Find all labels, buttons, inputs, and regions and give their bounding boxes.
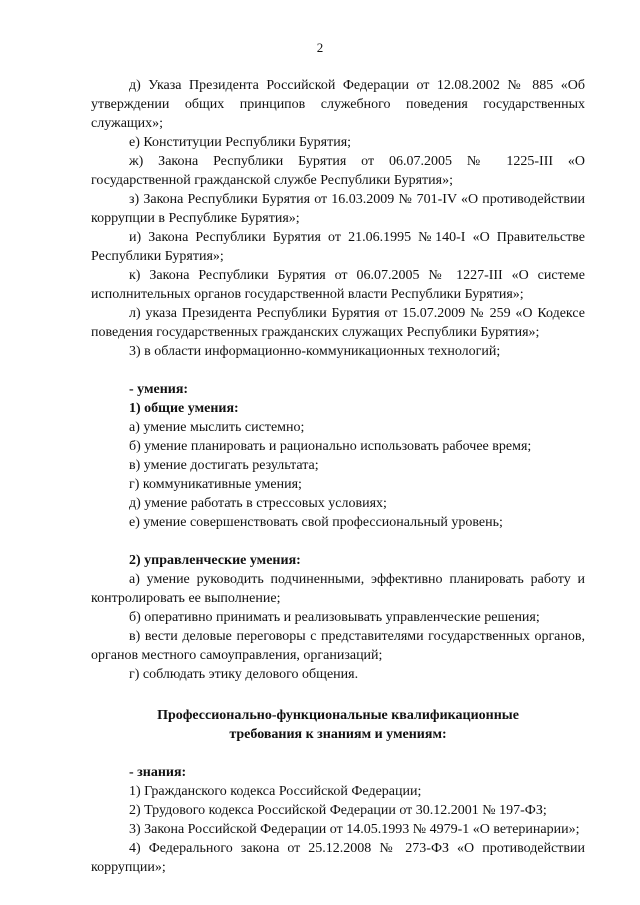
spacer <box>91 744 585 763</box>
knowledge-heading: - знания: <box>129 765 187 780</box>
list-item: 3) в области информационно-коммуникационных технологий; <box>129 344 501 359</box>
list-item: б) умение планировать и рационально использовать рабочее время; <box>129 439 532 454</box>
list-item: е) умение совершенствовать свой профессиональный уровень; <box>129 515 503 530</box>
spacer <box>91 361 585 380</box>
general-skills-heading: 1) общие умения: <box>129 401 239 416</box>
list-item: к) Закона Республики Бурятия от 06.07.2005 № 1227-III «О системе исполнительных органов государственной власти Республики Бурятия»; <box>91 268 585 302</box>
management-skills-heading: 2) управленческие умения: <box>129 553 301 568</box>
list-item: г) соблюдать этику делового общения. <box>129 667 359 682</box>
skills-heading: - умения: <box>129 382 189 397</box>
list-item: б) оперативно принимать и реализовывать управленческие решения; <box>129 610 540 625</box>
list-item: 4) Федерального закона от 25.12.2008 № 273-ФЗ «О противодействии коррупции»; <box>91 841 585 875</box>
spacer <box>91 684 585 706</box>
section-title: требования к знаниям и умениям: <box>229 727 447 742</box>
list-item: 3) Закона Российской Федерации от 14.05.1993 № 4979-1 «О ветеринарии»; <box>129 822 580 837</box>
list-item: е) Конституции Республики Бурятия; <box>129 135 352 150</box>
list-item: д) Указа Президента Российской Федерации от 12.08.2002 № 885 «Об утверждении общих принципов служебного поведения государственных служащих»; <box>91 78 585 131</box>
list-item: ж) Закона Республики Бурятия от 06.07.2005 № 1225-III «О государственной гражданской службе Республики Бурятия»; <box>91 154 585 188</box>
list-item: д) умение работать в стрессовых условиях; <box>129 496 387 511</box>
list-item: и) Закона Республики Бурятия от 21.06.1995 №140-I «О Правительстве Республики Бурятия»; <box>91 230 585 264</box>
document-body <box>91 76 585 877</box>
list-item: а) умение мыслить системно; <box>129 420 305 435</box>
list-item: 1) Гражданского кодекса Российской Федерации; <box>129 784 422 799</box>
spacer <box>91 532 585 551</box>
list-item: г) коммуникативные умения; <box>129 477 302 492</box>
page-number: 2 <box>316 40 324 55</box>
list-item: л) указа Президента Республики Бурятия от 15.07.2009 № 259 «О Кодексе поведения государственных гражданских служащих Республики Бурятия»; <box>91 306 585 340</box>
list-item: в) умение достигать результата; <box>129 458 319 473</box>
list-item: з) Закона Республики Бурятия от 16.03.2009 № 701-IV «О противодействии коррупции в Республике Бурятия»; <box>91 192 585 226</box>
section-title: Профессионально-функциональные квалификационные <box>157 708 519 723</box>
list-item: а) умение руководить подчиненными, эффективно планировать работу и контролировать ее выполнение; <box>91 572 585 606</box>
list-item: 2) Трудового кодекса Российской Федерации от 30.12.2001 № 197-ФЗ; <box>129 803 547 818</box>
list-item: в) вести деловые переговоры с представителями государственных органов, органов местного самоуправления, организаций; <box>91 629 585 663</box>
